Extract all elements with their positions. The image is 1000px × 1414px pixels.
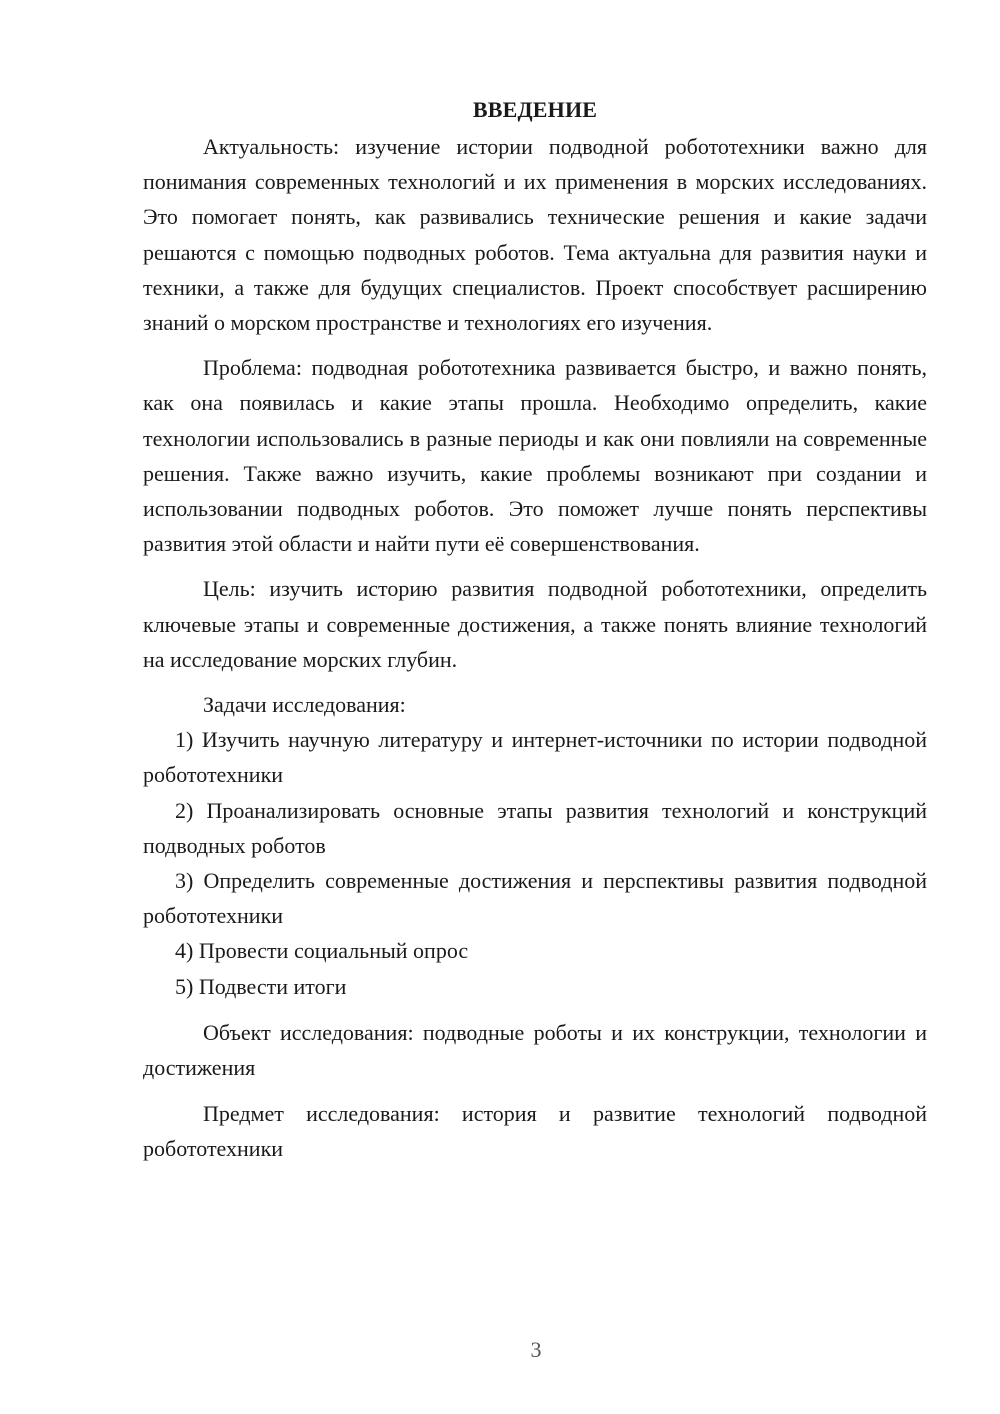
relevance-paragraph: Актуальность: изучение истории подводной робототехники важно для понимания современных технологий и их применения в морских исследованиях. Это помогает понять, как развивались технические решения и какие задачи решаются с помощью подводных роботов. Тема актуальна для развития науки и техники, а также для будущих специалистов. Проект способствует расширению знаний о морском пространстве и технологиях его изучения.	[143, 134, 927, 336]
tasks-heading: Задачи исследования:	[203, 692, 406, 718]
page-number: 3	[530, 1337, 542, 1362]
goal-paragraph: Цель: изучить историю развития подводной робототехники, определить ключевые этапы и современные достижения, а также понять влияние технологий на исследование морских глубин.	[143, 576, 927, 672]
section-title: ВВЕДЕНИЕ	[472, 97, 598, 122]
task-item: 5) Подвести итоги	[175, 973, 347, 999]
tasks-list	[143, 722, 927, 1004]
subject-paragraph: Предмет исследования: история и развитие технологий подводной робототехники	[143, 1101, 927, 1162]
page-content	[143, 92, 927, 1167]
task-item: 1) Изучить научную литературу и интернет-источники по истории подводной робототехники	[143, 727, 927, 788]
task-item: 3) Определить современные достижения и перспективы развития подводной робототехники	[143, 868, 927, 929]
problem-paragraph: Проблема: подводная робототехника развивается быстро, и важно понять, как она появилась и какие этапы прошла. Необходимо определить, какие технологии использовались в разные периоды и как они повлияли на современные решения. Также важно изучить, какие проблемы возникают при создании и использовании подводных роботов. Это поможет лучше понять перспективы развития этой области и найти пути её совершенствования.	[143, 355, 927, 557]
task-item: 2) Проанализировать основные этапы развития технологий и конструкций подводных роботов	[143, 797, 927, 858]
object-paragraph: Объект исследования: подводные роботы и их конструкции, технологии и достижения	[143, 1019, 927, 1081]
task-item: 4) Провести социальный опрос	[175, 938, 469, 964]
